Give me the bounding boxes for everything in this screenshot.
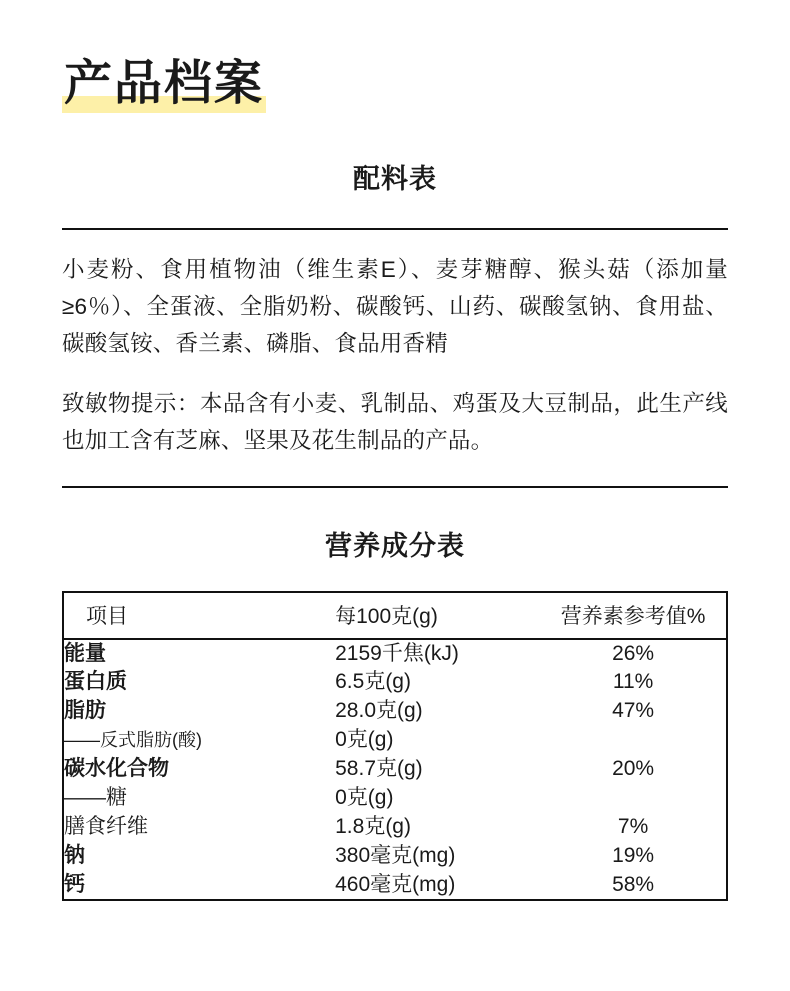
table-row	[63, 668, 727, 697]
table-row	[63, 726, 727, 755]
row-nrv: 11%	[612, 670, 654, 694]
table-row	[63, 842, 727, 871]
table-row	[63, 871, 727, 901]
nutrition-table-head	[63, 592, 727, 639]
table-header-row	[63, 592, 727, 639]
row-per100g: 6.5克(g)	[335, 670, 411, 694]
row-per100g: 380毫克(mg)	[335, 843, 456, 867]
table-row	[63, 755, 727, 784]
table-row	[63, 697, 727, 726]
ingredients-text: 小麦粉、食用植物油（维生素E）、麦芽糖醇、猴头菇（添加量≥6％）、全蛋液、全脂奶粉、碳酸钙、山药、碳酸氢钠、食用盐、碳酸氢铵、香兰素、磷脂、食品用香精	[62, 257, 728, 356]
column-header-per100g: 每100克(g)	[335, 592, 540, 639]
row-per100g: 58.7克(g)	[335, 757, 423, 781]
row-nrv	[540, 784, 727, 813]
row-item-name: ——反式脂肪(酸)	[64, 730, 202, 751]
ingredients-body	[62, 230, 728, 459]
row-per100g: 2159千焦(kJ)	[335, 641, 459, 665]
nutrition-table	[62, 591, 728, 902]
table-row	[63, 813, 727, 842]
page-title	[62, 56, 266, 115]
row-item-name: 能量	[64, 641, 106, 665]
row-item-name: ——糖	[64, 785, 127, 809]
table-row	[63, 784, 727, 813]
row-nrv: 20%	[612, 757, 655, 781]
row-per100g: 28.0克(g)	[335, 699, 423, 723]
row-per100g: 460毫克(mg)	[335, 872, 456, 896]
nutrition-heading: 营养成分表	[325, 530, 465, 561]
page-title-text: 产品档案	[64, 57, 265, 110]
row-item-name: 钙	[64, 872, 85, 896]
row-per100g: 0克(g)	[335, 785, 394, 809]
row-item-name: 脂肪	[64, 699, 106, 723]
row-item-name: 膳食纤维	[64, 814, 148, 838]
row-per100g: 0克(g)	[335, 728, 394, 752]
row-nrv: 47%	[612, 699, 655, 723]
column-header-item: 项目	[63, 592, 335, 639]
ingredients-heading: 配料表	[353, 164, 437, 195]
row-item-name: 碳水化合物	[64, 757, 169, 781]
row-nrv: 19%	[612, 843, 655, 867]
row-nrv: 58%	[612, 872, 655, 896]
row-nrv: 26%	[612, 641, 655, 665]
column-header-nrv: 营养素参考值%	[540, 592, 727, 639]
row-item-name: 蛋白质	[64, 670, 127, 694]
nutrition-table-body	[63, 639, 727, 901]
row-nrv: 7%	[617, 814, 649, 838]
row-nrv	[540, 726, 727, 755]
allergen-text: 致敏物提示：本品含有小麦、乳制品、鸡蛋及大豆制品，此生产线也加工含有芝麻、坚果及花生制品的产品。	[62, 391, 728, 453]
nutrition-table-container	[62, 591, 728, 902]
ingredients-rule-bottom	[62, 486, 728, 488]
table-row	[63, 639, 727, 669]
row-per100g: 1.8克(g)	[335, 814, 411, 838]
page-title-container	[62, 0, 728, 115]
row-item-name: 钠	[64, 843, 85, 867]
